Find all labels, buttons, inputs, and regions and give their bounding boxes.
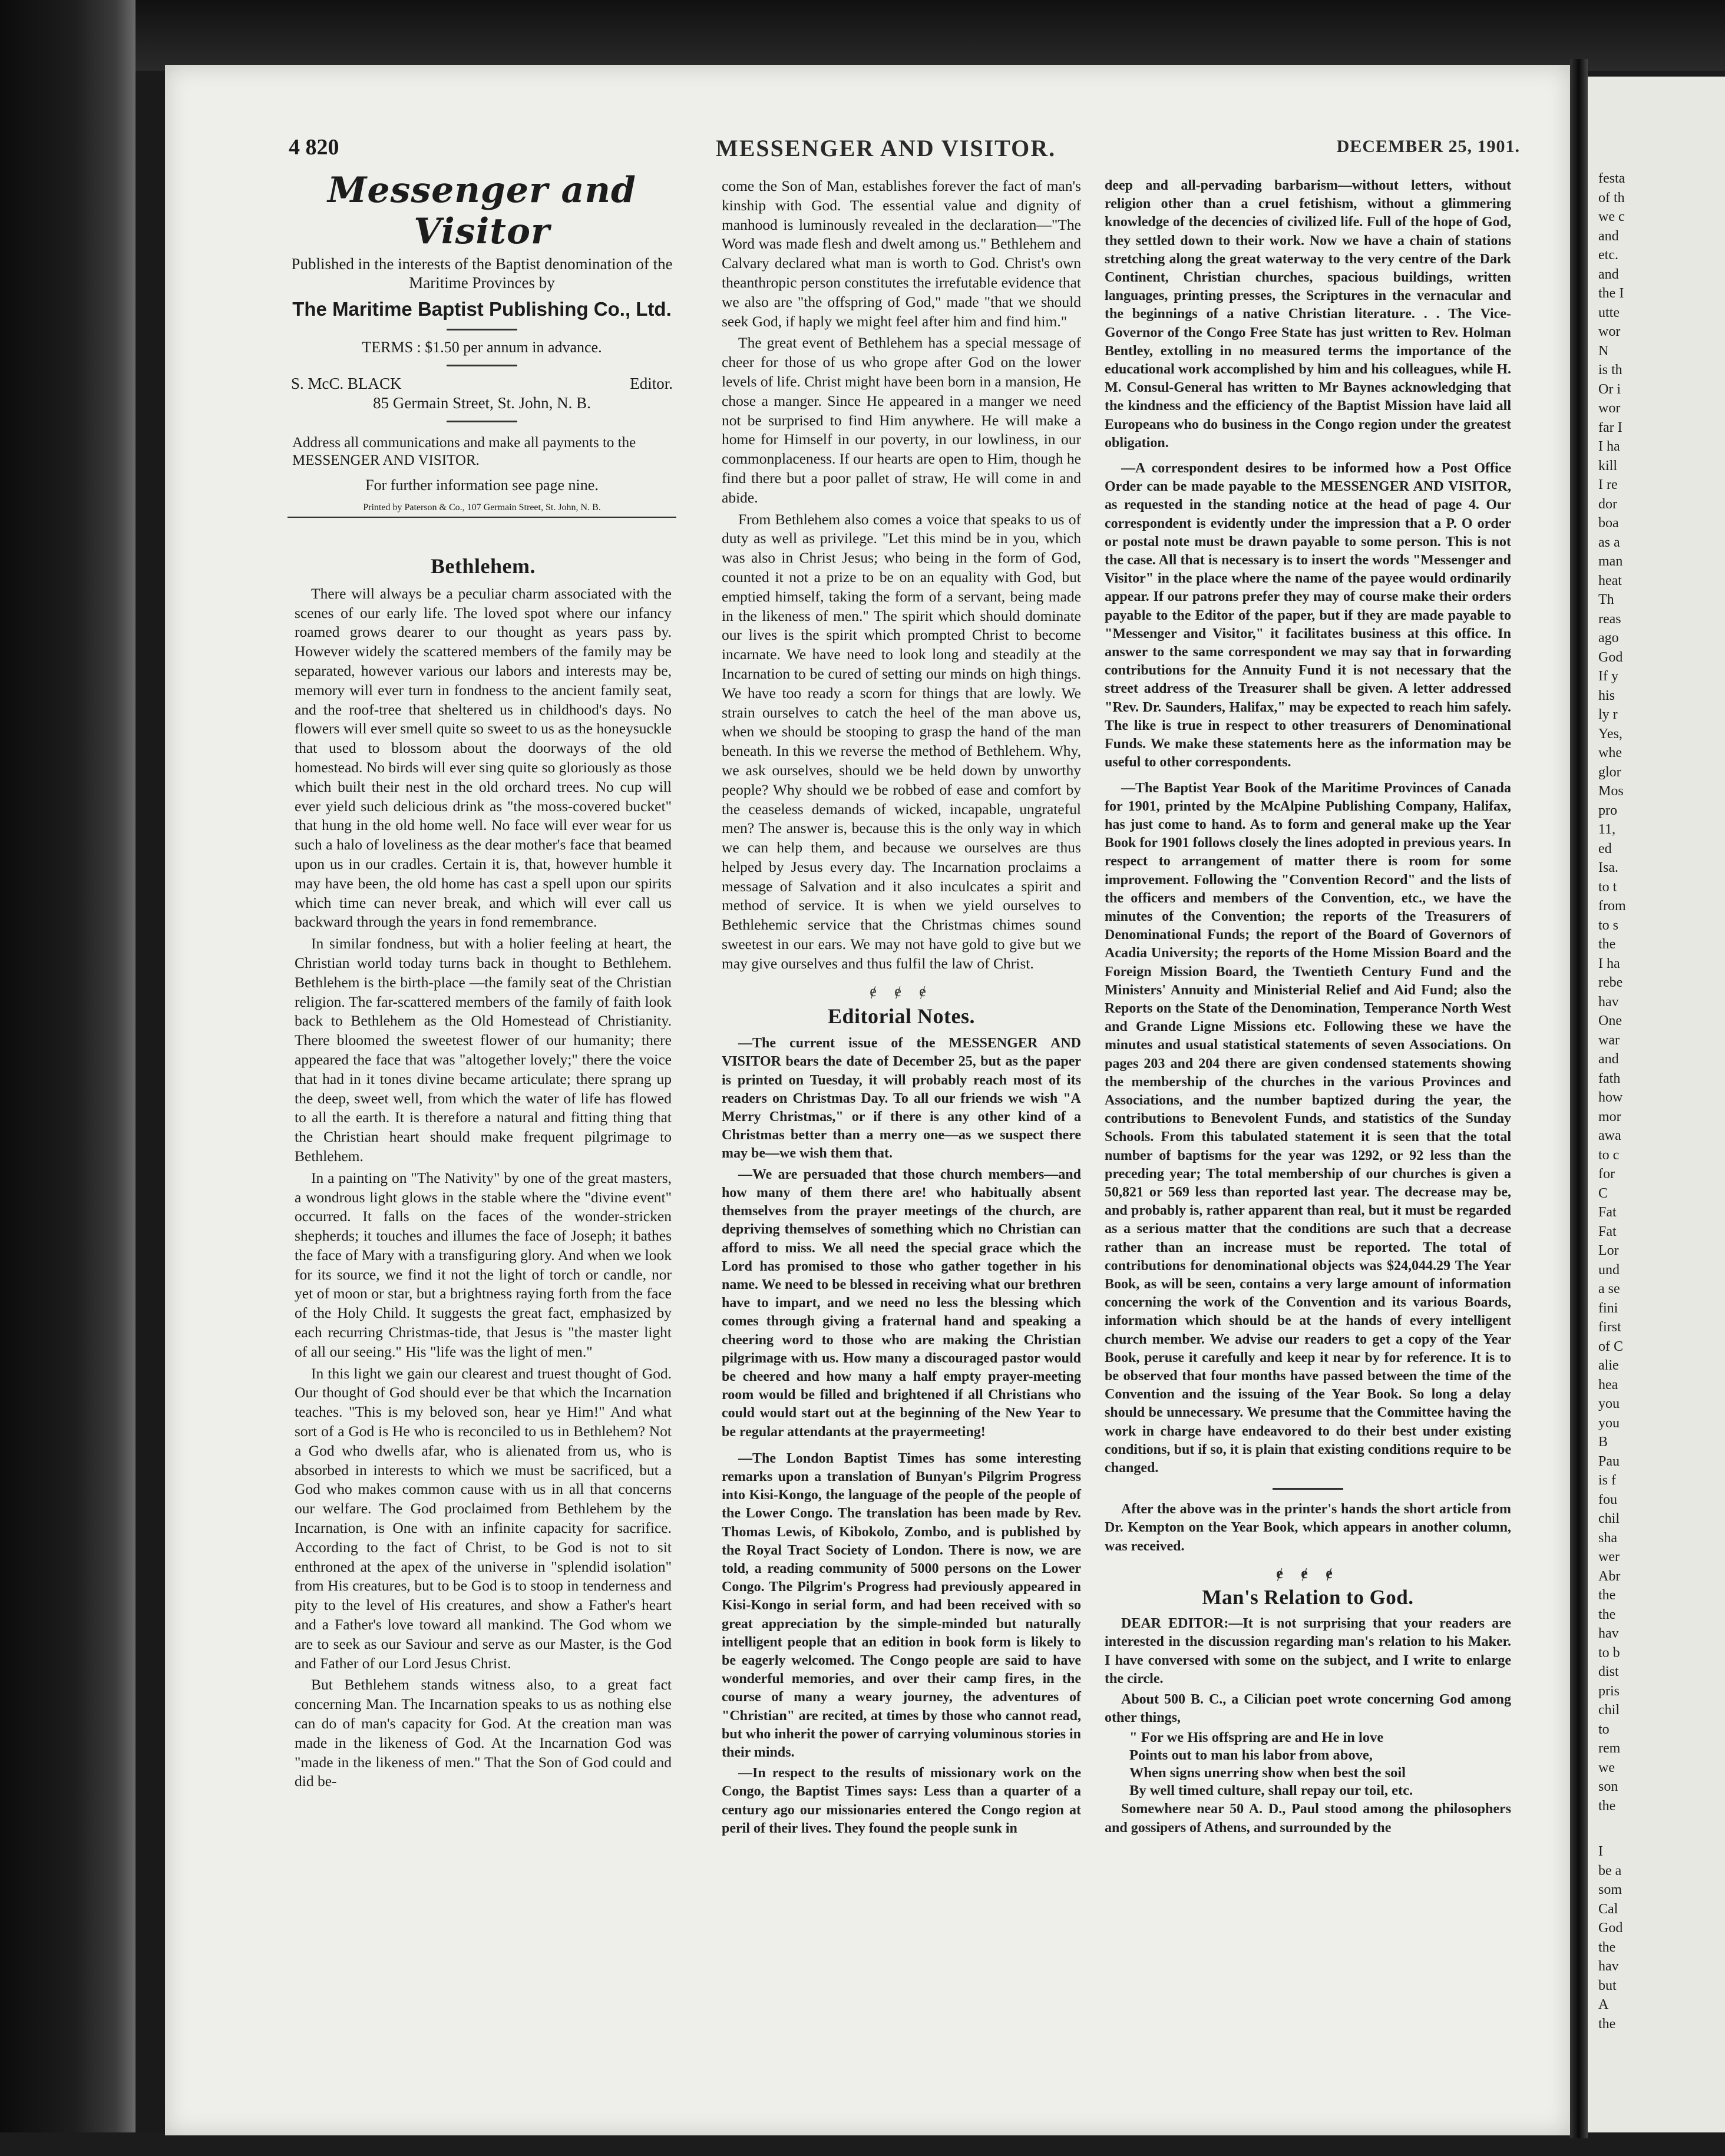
poem-line: " For we His offspring are and He in love [1129, 1730, 1384, 1746]
running-header [289, 134, 1520, 164]
next-page-fragment: and [1598, 228, 1619, 244]
next-page-fragment: rebe [1598, 975, 1623, 990]
payment-note: Address all communications and make all payments to the MESSENGER AND VISITOR. [292, 435, 636, 468]
next-page-fragment: to c [1598, 1147, 1620, 1163]
book-gutter [1570, 59, 1588, 2138]
next-page-fragment: the [1598, 1588, 1616, 1603]
next-page-fragment: a se [1598, 1281, 1620, 1297]
issue-date: DECEMBER 25, 1901. [1336, 137, 1520, 156]
paragraph: About 500 B. C., a Cilician poet wrote concerning God among other things, [1105, 1692, 1511, 1726]
column-2 [722, 177, 1081, 1840]
next-page-fragment: mor [1598, 1109, 1621, 1125]
next-page-fragment: sha [1598, 1530, 1617, 1546]
next-page-fragment: the [1598, 1939, 1616, 1955]
next-page-fragment: you [1598, 1396, 1620, 1411]
next-page-fragment: 11, [1598, 822, 1616, 837]
printer-imprint: Printed by Paterson & Co., 107 Germain Street, St. John, N. B. [288, 502, 676, 518]
editor-name: S. McC. BLACK [291, 375, 402, 392]
paragraph: come the Son of Man, establishes forever the fact of man's kinship with God. The essential value and dignity of manhood is luminously revealed in the declaration—"The Word was made flesh and dwelt among us." Bethlehem and Calvary declared what man is worth to God. Christ's own theanthropic person constitutes the irrefutable evidence that we also are "the offspring of God," made "that we should seek God, if haply we might feel after him and find him." [722, 177, 1081, 330]
next-page-fragment: wor [1598, 401, 1621, 416]
next-page-fragment: und [1598, 1262, 1620, 1278]
next-page-fragment: reas [1598, 611, 1621, 627]
next-page-fragment: is th [1598, 362, 1622, 378]
next-page-fragment: alie [1598, 1358, 1619, 1373]
next-page-fragment: hav [1598, 994, 1619, 1010]
next-page-fragment: you [1598, 1415, 1620, 1431]
next-page-fragment: heat [1598, 573, 1622, 588]
next-page-fragment: is f [1598, 1473, 1616, 1488]
next-page-fragment: awa [1598, 1128, 1621, 1143]
next-page-fragment: to b [1598, 1645, 1620, 1661]
editorial-note: —We are persuaded that those church members—and how many of them there are! who habitually absent themselves from the prayer meetings of the church, are depriving themselves of something which no Christian can afford to miss. We all need the special grace which the Lord has promised to those who gather together in his name. We need to be blessed in receiving what our brethren have to impart, and we need no less the blessing which comes through giving a fraternal hand and speaking a cheering word to those who are making the Christian pilgrimage with us. How many a discouraged pastor would be cheered and how many a half empty prayer-meeting room would be filled and brightened if all Christians who could would start out at the beginning of the New Year to be regular attendants at the prayermeeting! [722, 1166, 1081, 1440]
next-page-fragment: utte [1598, 305, 1620, 320]
next-page-fragment: I ha [1598, 955, 1620, 971]
next-page-fragment: the I [1598, 286, 1624, 301]
next-page-fragment: fou [1598, 1492, 1617, 1507]
next-page-fragment: God [1598, 1920, 1623, 1936]
next-page-fragment: Lor [1598, 1243, 1619, 1258]
next-page-fragment: I ha [1598, 439, 1620, 454]
next-page-fragment: dist [1598, 1664, 1619, 1679]
next-page-fragment: the [1598, 937, 1616, 952]
next-page-fragment: his [1598, 687, 1615, 703]
next-page-fragment: One [1598, 1013, 1622, 1029]
poem-line: Points out to man his labor from above, [1129, 1747, 1373, 1764]
divider [447, 329, 517, 330]
next-page-fragment: the [1598, 1606, 1616, 1622]
editorial-note: —The current issue of the MESSENGER AND VISITOR bears the date of December 25, but as the paper is printed on Tuesday, it will probably reach most of its readers on Christmas Day. To all our friends we wish "A Merry Christmas," or if there is any other kind of a Christmas better than a merry one—as we suspect there may be—we wish them that. [722, 1036, 1081, 1162]
editorial-note: After the above was in the printer's hands the short article from Dr. Kempton on the Year Book, which appears in another column, was received. [1105, 1502, 1511, 1554]
next-page-fragment: wor [1598, 324, 1621, 339]
article-title-mans-relation: Man's Relation to God. [1202, 1586, 1414, 1609]
poem-line: By well timed culture, shall repay our toil, etc. [1129, 1783, 1413, 1799]
next-page-fragment: Fat [1598, 1205, 1617, 1220]
publisher-name: The Maritime Baptist Publishing Co., Ltd. [292, 298, 672, 320]
next-page-fragment: I [1598, 1844, 1603, 1859]
next-page-fragment: C [1598, 1185, 1608, 1201]
paragraph: But Bethlehem stands witness also, to a great fact concerning Man. The Incarnation speaks to us as nothing else can do of man's capacity for God. At the creation man was made in the likeness of God. At the Incarnation God was "made in the likeness of men." That the Son of God could and did be- [295, 1676, 672, 1790]
next-page-fragment: dor [1598, 496, 1617, 512]
next-page-fragment: be a [1598, 1863, 1622, 1879]
next-page-fragment: Isa. [1598, 860, 1618, 875]
next-page-fragment: but [1598, 1978, 1617, 1993]
next-page-fragment: son [1598, 1779, 1618, 1794]
next-page-fragment: A [1598, 1997, 1609, 2012]
next-page-fragment: hav [1598, 1959, 1619, 1974]
next-page-fragment: ed [1598, 841, 1612, 857]
next-page-fragment: boa [1598, 515, 1619, 531]
column-3 [1105, 177, 1511, 1840]
next-page-fragment: pro [1598, 802, 1617, 818]
next-page-fragment: Mos [1598, 783, 1624, 799]
editorial-note: —The Baptist Year Book of the Maritime Provinces of Canada for 1901, printed by the McAlpine Publishing Company, Halifax, has just come to hand. As to form and general make up the Year Book for 1901 follows closely the lines adopted in previous years. In respect to arrangement of matter there is room for some improvement. Following the "Convention Record" and the lists of the officers and members of the Convention, etc., we have the minutes of the Convention; the reports of the Treasurers of Denominational Funds; the report of the Board of Governors of Acadia University; the reports of the Home Mission Board and the Foreign Mission Board, the Twentieth Century Fund and the Ministers' Annuity and Ministerial Relief and Aid Fund; also the Reports on the State of the Denomination, Temperance North West and Grande Ligne Missions etc. Following these we have the minutes and usual statistical statements of seven Associations. On pages 203 and 204 there are given condensed statements showing the membership of the churches in the various Provinces and Associations, and the number baptized during the year, the contributions to Benevolent Funds, and statistics of the Sunday Schools. From this tabulated statement it is seen that the total number of baptisms for the year was 1292, or 92 less than the preceding year; The total membership of our churches is given a 50,821 or 569 less than reported last year. The decrease may be, and probably is, rather apparent than real, but it must be regarded as a serious matter that the conditions are such that a decrease rather than an increase must be reported. The total of contributions for denominational objects was $24,044.29 The Year Book, as will be seen, contains a very large amount of information concerning the work of the Convention and its various Boards, information which should be at the hands of every intelligent church member. We advise our readers to get a copy of the Year Book, peruse it carefully and keep it near by for reference. It is to be observed that four months have passed between the time of the Convention and the issuing of the Year Book. So long a delay should be unnecessary. We presume that the Committee having the work in charge have endeavored to do their best under existing conditions, but if so, it is plain that existing conditions require to be changed. [1105, 780, 1511, 1476]
next-page-fragment: glor [1598, 764, 1621, 780]
next-page-fragment: the [1598, 2016, 1616, 2032]
running-title: MESSENGER AND VISITOR. [716, 135, 1056, 161]
next-page-fragment: chil [1598, 1702, 1620, 1718]
next-page-fragment: som [1598, 1882, 1622, 1897]
next-page-fragment: If y [1598, 669, 1618, 684]
paragraph: Somewhere near 50 A. D., Paul stood among the philosophers and gossipers of Athens, and surrounded by the [1105, 1801, 1511, 1836]
editorial-note: deep and all-pervading barbarism—without letters, without religion other than a cruel fetishism, without a glimmering knowledge of the decencies of civilized life. Full of the hope of God, they settled down to their work. Now we have a chain of stations stretching along the great waterway to the very centre of the Dark Continent, Christian churches, spacious buildings, written languages, printing presses, the Scriptures in the vernacular and the beginnings of a native Christian literature. . . The Vice-Governor of the Congo Free State has just written to Rev. Holman Bentley, extolling in no measured terms the importance of the educational work accomplished by him and his colleagues, while H. M. Consul-General has written to Mr Baynes acknowledging that the kindness and the efficiency of the Baptist Mission have laid all Europeans who do business in the Congo region under the greatest obligation. [1105, 178, 1511, 451]
next-page-fragment: kill [1598, 458, 1618, 474]
masthead-subtitle: Published in the interests of the Baptist denomination of the Maritime Provinces by [291, 255, 673, 292]
next-page-fragment: to s [1598, 917, 1619, 933]
next-page-fragment: whe [1598, 745, 1622, 760]
next-page-fragment: Th [1598, 592, 1614, 607]
next-page-fragment: how [1598, 1090, 1623, 1105]
next-page-fragment: Fat [1598, 1224, 1617, 1239]
next-page-fragment: N [1598, 343, 1609, 359]
next-page-fragment: far I [1598, 419, 1622, 435]
paragraph: In a painting on "The Nativity" by one of the great masters, a wondrous light glows in the stable where the "divine event" occurred. It falls on the faces of the wonder-stricken shepherds; it touches and illumes the face of Joseph; it bathes the face of Mary with a transfiguring glory. And when we look for its source, we find it not the light of torch or candle, nor yet of moon or star, but a brightness raying forth from the face of the Holy Child. It suggests the great fact, emphasized by each recurring Christmas-tide, that Jesus is "the master light of all our seeing." His "life was the light of men." [295, 1169, 672, 1360]
next-page-fragment: we [1598, 1760, 1615, 1775]
divider [447, 421, 517, 422]
paragraph: The great event of Bethlehem has a special message of cheer for those of us who grope after God on the lower levels of life. Christ might have been born in a mansion, He chose a manger. Since He appeared in a manger we need not be surprised to find Him anywhere. He will make a home for Himself in our poverty, in our lowliness, in our commonplaceness. If our hearts are open to Him, though he find there but a poor pallet of straw, He will come in and abide. [722, 334, 1081, 506]
article-title-bethlehem: Bethlehem. [431, 554, 536, 578]
next-page-fragment: Cal [1598, 1901, 1618, 1917]
editorial-note: —The London Baptist Times has some interesting remarks upon a translation of Bunyan's Pilgrim Progress into Kisi-Kongo, the language of the people of the people of the Lower Congo. The translation has been made by Rev. Thomas Lewis, of Kibokolo, Zombo, and is published by the Royal Tract Society of London. There is now, we are told, a reading community of 5000 persons on the Lower Congo. The Pilgrim's Progress had previously appeared in Kisi-Kongo in serial form, and had been received with so great appreciation by the simple-minded but naturally intelligent people that an edition in book form is likely to be eagerly welcomed. The Congo people are said to have wonderful memories, and over their camp fires, in the course of many a weary journey, the adventures of "Christian" are recited, at times by those who cannot read, but who inherit the power of carrying voluminous stories in their minds. [722, 1450, 1081, 1760]
next-page-fragment: of C [1598, 1338, 1623, 1354]
divider [447, 365, 517, 366]
scan-left-border [0, 0, 136, 2156]
paragraph: There will always be a peculiar charm associated with the scenes of our early life. The loved spot where our infancy roamed grows dearer to our thought as years pass by. However widely the scattered members of the family may be separated, however various our labors and interests may be, memory will ever turn in fondness to the ancient family seat, and the roof-tree that sheltered us in childhood's days. No flowers will ever smell quite so sweet to us as the honeysuckle that used to blossom about the doorways of the old homestead. No birds will ever sing quite so gloriously as those which built their nest in the old orchard trees. No cup will ever yield such delicious drink as "the moss-covered bucket" that hung in the old home well. No face will ever wear for us such a halo of loveliness as the dear mother's face that beamed upon us in our cradles. Certain it is, that, however humble it may have been, the old home has cast a spell upon our spirits which time can never break, and which will ever call us backward through the years in fond remembrance. [295, 584, 672, 931]
masthead-title: Messenger and Visitor [327, 170, 637, 252]
editor-label: Editor. [630, 375, 673, 392]
page-number: 4 820 [289, 135, 339, 160]
next-page-fragment: I re [1598, 477, 1618, 492]
editor-line [288, 375, 676, 393]
next-page-fragment: from [1598, 898, 1626, 914]
next-page-fragment: Abr [1598, 1568, 1621, 1584]
next-page-fragment: wer [1598, 1549, 1620, 1565]
next-page-fragment: we c [1598, 209, 1625, 224]
next-page-fragment: ago [1598, 630, 1619, 646]
divider [1273, 1488, 1343, 1490]
masthead [288, 170, 676, 518]
next-page-fragment: for [1598, 1166, 1615, 1182]
paragraph: In similar fondness, but with a holier feeling at heart, the Christian world today turns back in thought to Bethlehem. Bethlehem is the birth-place —the family seat of the Christian religion. The far-scattered members of the family of faith look back to Bethlehem as the Old Homestead of Christianity. There bloomed the sweetest flower of our humanity; there appeared the face that was "altogether lovely;" there the voice that had in it tones divine became articulate; there sprang up the deep, sweet well, from which the water of life has flowed to all the earth. It is therefore a natural and fitting thing that the Christian heart should make frequent pilgrimage to Bethlehem. [295, 935, 672, 1165]
next-page-fragment: rem [1598, 1741, 1621, 1756]
next-page-fragment: B [1598, 1434, 1608, 1450]
next-page-fragment: first [1598, 1320, 1621, 1335]
next-page-fragment: hav [1598, 1626, 1619, 1641]
next-page-fragment: war [1598, 1032, 1620, 1048]
next-page-fragment: Yes, [1598, 726, 1622, 742]
office-address: 85 Germain Street, St. John, N. B. [373, 394, 591, 412]
next-page-fragment: fini [1598, 1300, 1618, 1316]
next-page-fragment: the [1598, 1798, 1616, 1814]
further-info: For further information see page nine. [365, 477, 599, 494]
next-page-fragment: as a [1598, 534, 1620, 550]
next-page-fragment: to t [1598, 879, 1617, 895]
next-page-fragment: and [1598, 266, 1619, 282]
next-page-fragment: and [1598, 1051, 1619, 1067]
next-page-fragment: festa [1598, 171, 1625, 186]
next-page-fragment: chil [1598, 1511, 1620, 1526]
paragraph: From Bethlehem also comes a voice that speaks to us of duty as well as privilege. "Let this mind be in you, which was also in Christ Jesus; who being in the form of God, counted it not a prize to be on an equality with God, but emptied himself, taking the form of a servant, being made in the likeness of men." The spirit which should dominate our lives is the spirit which prompted Christ to become incarnate. We have need to look long and steadily at the Incarnation to be cured of setting our minds on high things. We have too ready a scorn for things that are lowly. We strain ourselves to catch the heel of the man above us, when we should be stooping to grasp the hand of the man beneath. In this we reverse the method of Bethlehem. Why, we ask ourselves, should we be held down by unworthy people? Why should we be robbed of ease and comfort by the ceaseless demands of wicked, incapable, ungrateful men? The answer is, because this is the only way in which we can help them, and because we ourselves are thus helped by Jesus every day. The Incarnation proclaims a message of Salvation and it also inculcates a spirit and method of service. It is when we yield ourselves to Bethlehemic service that the Christmas chimes sound sweetest in our ears. We may not have gold to give but we may give ourselves and thus fulfil the law of Christ. [722, 510, 1081, 972]
next-page-fragment: man [1598, 554, 1623, 569]
poem-line: When signs unerring show when best the soil [1129, 1765, 1406, 1781]
subscription-terms: TERMS : $1.50 per annum in advance. [362, 339, 602, 356]
next-page-fragment: hea [1598, 1377, 1618, 1393]
paragraph: In this light we gain our clearest and truest thought of God. Our thought of God should ever be that which the Incarnation teaches. "This is my beloved son, hear ye Him!" And what sort of a God is He who is reconciled to us in Bethlehem? Not a God who dwells afar, who is alienated from us, who is absorbed in interests to which we must be sacrificed, but a God who makes common cause with us in all that concerns our welfare. The God proclaimed from Bethlehem by the Incarnation, is One with an infinite capacity for sacrifice. According to the fact of Christ, to be God is not to sit enthroned at the apex of the universe in "splendid isolation" from His creatures, but to be God is to stoop in tenderness and pity to the level of His creatures, and show a Father's heart and a Father's love toward all mankind. The God whom we are to seek as our Saviour and serve as our Master, is the God and Father of our Lord Jesus Christ. [295, 1364, 672, 1672]
next-page-fragment: of th [1598, 190, 1625, 206]
next-page-fragment: Or i [1598, 381, 1621, 397]
paragraph: DEAR EDITOR:—It is not surprising that your readers are interested in the discussion regarding man's relation to his Maker. I have conversed with some on the subject, and I write to enlarge the circle. [1105, 1616, 1511, 1687]
section-ornament: ɇ ɇ ɇ [1276, 1564, 1340, 1582]
section-ornament: ɇ ɇ ɇ [870, 982, 933, 1000]
scan-bottom-border [0, 2132, 1725, 2156]
next-page-fragment: pris [1598, 1683, 1620, 1699]
next-page-fragment: to [1598, 1721, 1610, 1737]
next-page-fragment: Pau [1598, 1453, 1620, 1469]
next-page-fragment: ly r [1598, 707, 1618, 722]
next-page-edge [1588, 77, 1725, 2132]
editorial-note: —A correspondent desires to be informed how a Post Office Order can be made payable to the MESSENGER AND VISITOR, as requested in the standing notice at the head of page 4. Our correspondent is evidently under the impression that a P. O order or postal note must be drawn payable to some person. This is not the case. All that is necessary is to insert the words "Messenger and Visitor" in the place where the name of the payee would ordinarily appear. If our patrons prefer they may of course make their orders payable to the Editor of the paper, but if they are made payable to "Messenger and Visitor," it facilitates business at this office. In answer to the same correspondent we may say that in forwarding contributions for the Annuity Fund it is not necessary that the street address of the Treasurer shall be given. A letter addressed "Rev. Dr. Saunders, Halifax," may be expected to reach him safely. The like is true in respect to other treasurers of Denominational Funds. We make these statements here as the information may be useful to other correspondents. [1105, 461, 1511, 771]
next-page-fragment: God [1598, 649, 1623, 665]
scan-top-border [0, 0, 1725, 71]
editorial-note: —In respect to the results of missionary work on the Congo, the Baptist Times says: Less than a quarter of a century ago our missionaries entered the Congo region at peril of their lives. They found the people sunk in [722, 1765, 1081, 1836]
next-page-fragment: fath [1598, 1070, 1621, 1086]
next-page-fragment: etc. [1598, 247, 1618, 263]
section-title-editorial-notes: Editorial Notes. [828, 1004, 975, 1029]
column-1 [295, 551, 672, 1794]
